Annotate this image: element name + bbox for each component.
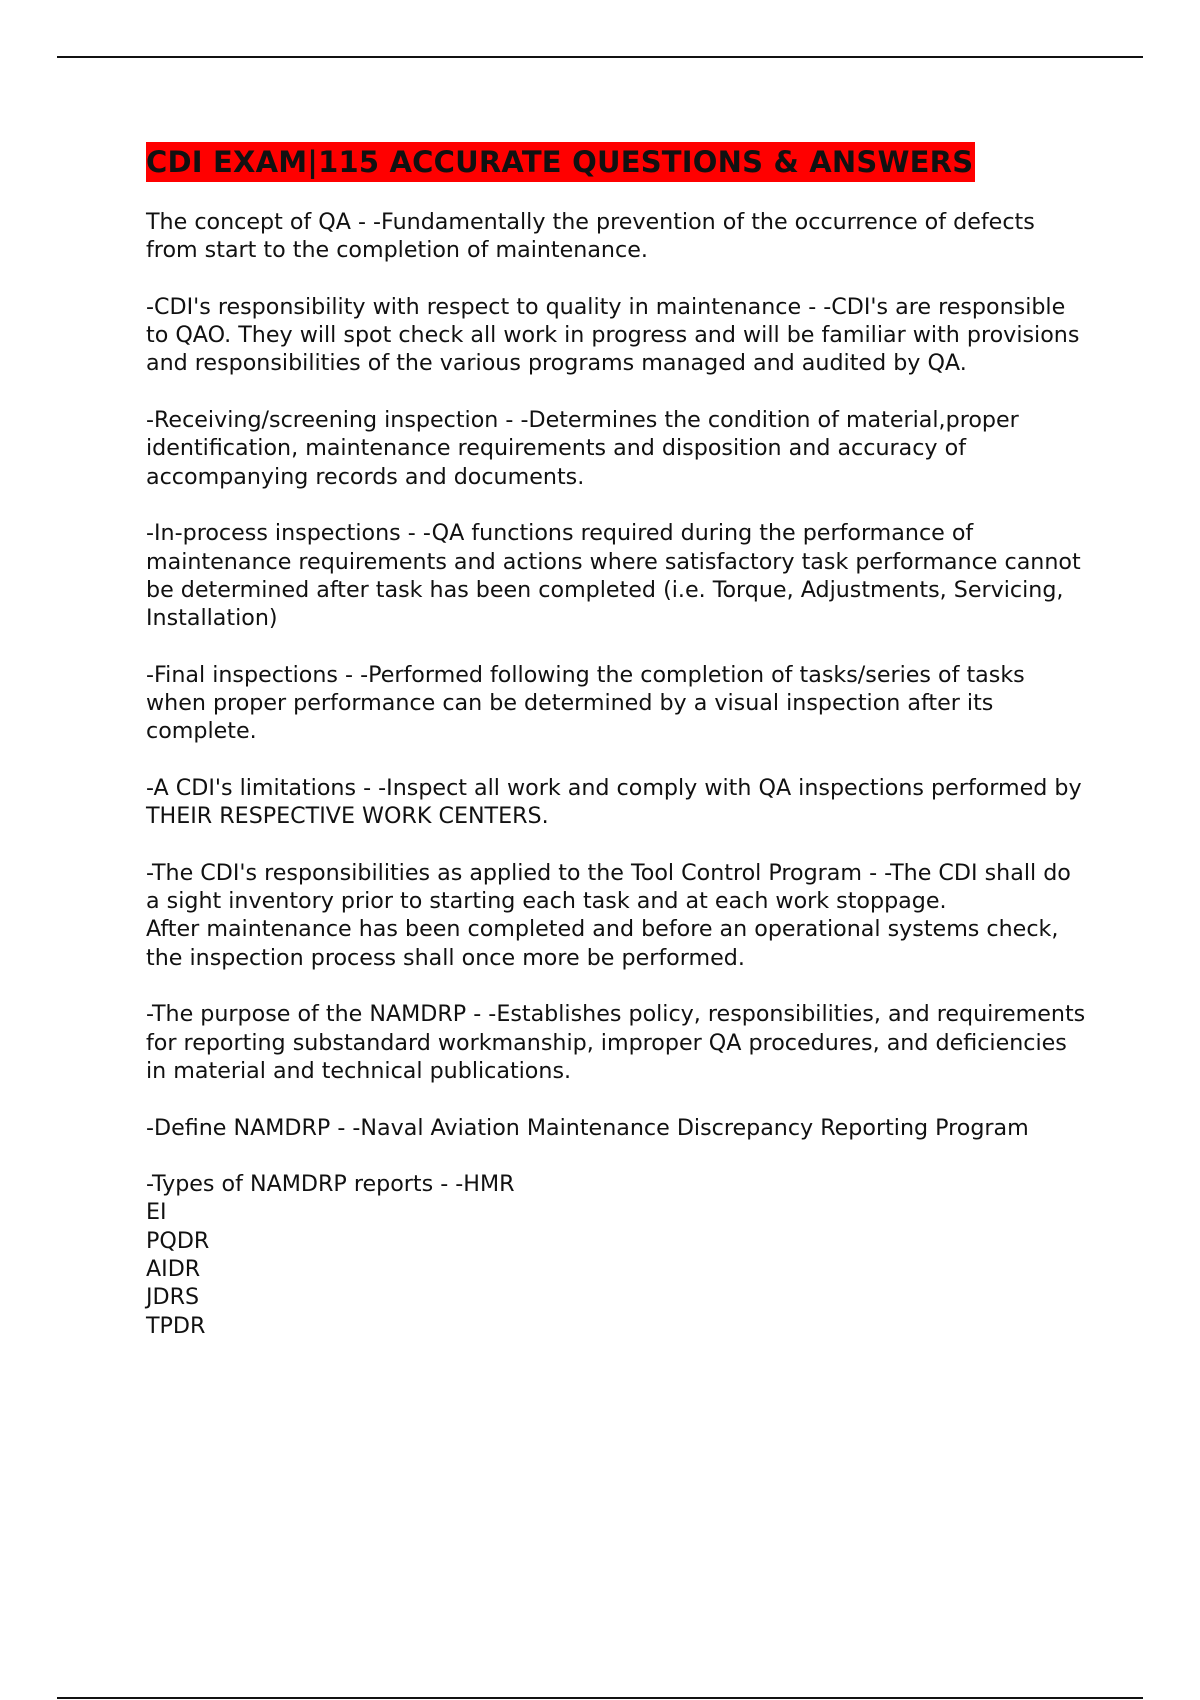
- qa-answer: Inspect all work and comply with QA inspections performed by THEIR RESPECTIVE WORK CENTERS.: [146, 774, 1082, 830]
- qa-answer: Performed following the completion of tasks/series of tasks when proper performance can be determined by a visual inspection after its complete.: [146, 661, 1025, 745]
- footer-rule: [57, 1697, 1143, 1699]
- qa-question: The concept of QA: [146, 209, 351, 235]
- qa-answer: QA functions required during the performance of maintenance requirements and actions where satisfactory task performance cannot be determined after task has been completed (i.e. Torque, Adjustments, Servicing, Installation): [146, 520, 1081, 632]
- qa-item: [146, 1170, 1086, 1340]
- qa-separator: - -: [433, 1171, 464, 1198]
- qa-item: [146, 293, 1086, 378]
- qa-answer: Determines the condition of material,proper identification, maintenance requirements and disposition and accuracy of accompanying records and documents.: [146, 407, 1019, 490]
- qa-question: -Final inspections: [146, 661, 338, 688]
- qa-question: -A CDI's limitations: [146, 774, 357, 801]
- qa-answer: HMR EI PQDR AIDR JDRS TPDR: [146, 1171, 515, 1339]
- qa-question: -Receiving/screening inspection: [146, 407, 499, 434]
- qa-separator: - -: [356, 774, 387, 801]
- qa-item: [146, 208, 1086, 265]
- qa-list: [146, 208, 1086, 1340]
- qa-question: -Define NAMDRP: [146, 1114, 331, 1141]
- qa-separator: - -: [862, 859, 891, 886]
- qa-item: [146, 859, 1086, 972]
- qa-question: -The purpose of the NAMDRP: [146, 1001, 467, 1028]
- header-rule: [57, 56, 1143, 58]
- qa-answer: Naval Aviation Maintenance Discrepancy Reporting Program: [360, 1114, 1029, 1141]
- qa-item: [146, 406, 1086, 491]
- qa-item: [146, 774, 1086, 831]
- qa-separator: - -: [337, 661, 369, 688]
- qa-separator: - -: [498, 407, 529, 434]
- qa-item: [146, 661, 1086, 746]
- document-body: [146, 142, 1086, 1368]
- document-title: CDI EXAM|115 ACCURATE QUESTIONS & ANSWERS: [146, 142, 975, 182]
- qa-question: -Types of NAMDRP reports: [146, 1171, 434, 1198]
- qa-answer: CDI's are responsible to QAO. They will spot check all work in progress and will be familiar with provisions and responsibilities of the various programs managed and audited by QA.: [146, 293, 1080, 377]
- qa-question: -In-process inspections: [146, 520, 401, 547]
- qa-answer: Fundamentally the prevention of the occurrence of defects from start to the completion of maintenance.: [146, 209, 1035, 264]
- qa-separator: - -: [330, 1114, 361, 1141]
- qa-separator: - -: [466, 1001, 497, 1028]
- qa-question: -CDI's responsibility with respect to quality in maintenance: [146, 293, 802, 320]
- qa-separator: - -: [801, 293, 832, 320]
- qa-separator: - -: [350, 209, 382, 235]
- qa-separator: - -: [400, 520, 432, 547]
- qa-item: [146, 1000, 1086, 1085]
- qa-answer: Establishes policy, responsibilities, and requirements for reporting substandard workmanship, improper QA procedures, and deficiencies in material and technical publications.: [146, 1001, 1086, 1084]
- qa-item: [146, 1114, 1086, 1142]
- qa-item: [146, 519, 1086, 632]
- qa-answer: The CDI shall do a sight inventory prior to starting each task and at each work stoppage. After maintenance has been completed and before an operational systems check, the inspection process shall once more be performed.: [146, 859, 1071, 971]
- qa-question: -The CDI's responsibilities as applied to the Tool Control Program: [146, 859, 863, 886]
